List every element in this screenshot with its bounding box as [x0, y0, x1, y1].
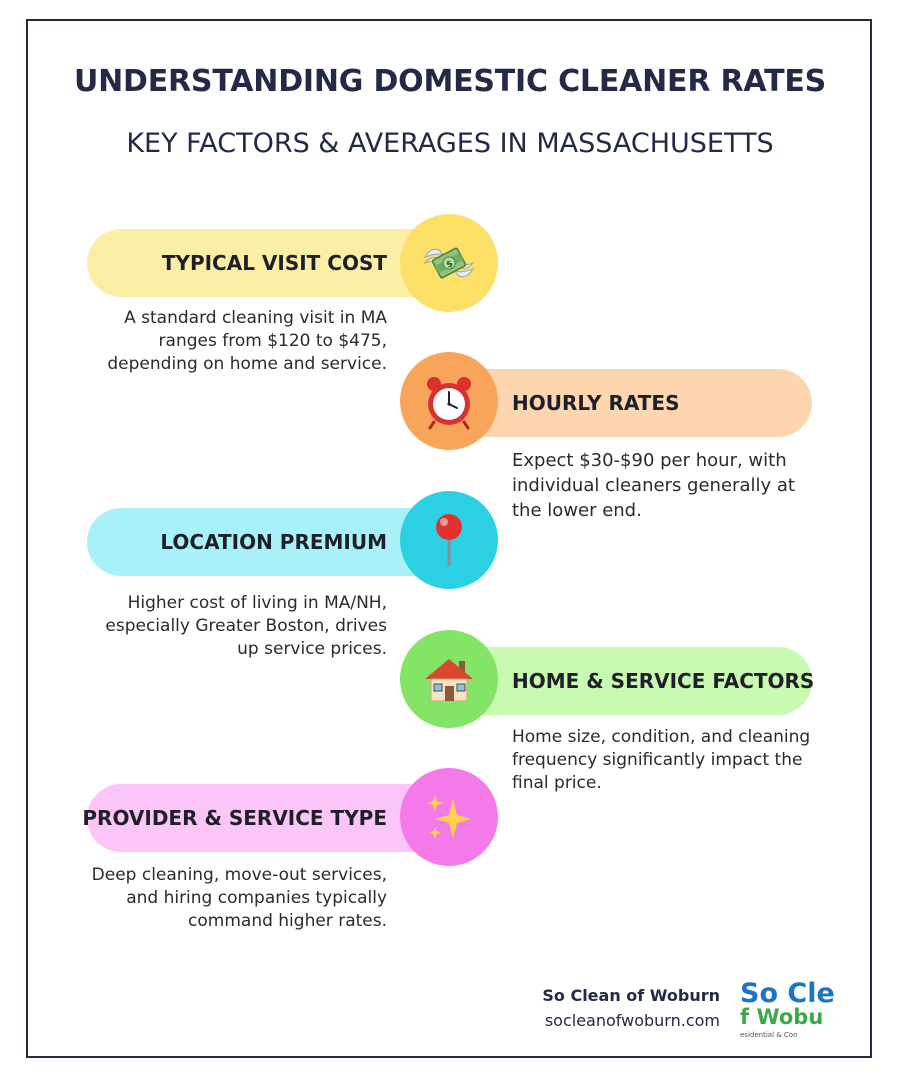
- typical-visit-cost-pill: [87, 229, 447, 297]
- hourly-rates-label: HOURLY RATES: [512, 391, 680, 415]
- page-subtitle: KEY FACTORS & AVERAGES IN MASSACHUSETTS: [126, 128, 774, 159]
- typical-visit-cost-description: A standard cleaning visit in MA ranges from $120 to $475, depending on home and service.: [107, 308, 387, 374]
- page-title: UNDERSTANDING DOMESTIC CLEANER RATES: [73, 64, 827, 99]
- provider-service-type-label: PROVIDER & SERVICE TYPE: [82, 806, 387, 830]
- logo-line-3: esidential & Con: [740, 1031, 798, 1039]
- sparkles-icon: [400, 768, 498, 866]
- house-icon: [400, 630, 498, 728]
- hourly-rates-pill: [450, 369, 812, 437]
- footer-website-link[interactable]: socleanofwoburn.com: [544, 1011, 720, 1030]
- provider-service-type-description: Deep cleaning, move-out services, and hiring companies typically command higher rates.: [91, 865, 387, 931]
- footer-company-name: So Clean of Woburn: [542, 986, 720, 1005]
- alarm-clock-icon: [400, 352, 498, 450]
- svg-text:$: $: [444, 258, 456, 271]
- home-service-factors-pill: [450, 647, 815, 715]
- location-premium-label: LOCATION PREMIUM: [160, 530, 387, 554]
- company-logo: [740, 974, 835, 1042]
- location-premium-description: Higher cost of living in MA/NH, especially Greater Boston, drives up service prices.: [105, 593, 387, 659]
- logo-line-2: f Wobu: [740, 1005, 824, 1029]
- logo-line-1: So Cle: [740, 978, 835, 1009]
- money-with-wings-icon: [400, 214, 498, 312]
- pushpin-icon: [400, 491, 498, 589]
- hourly-rates-description: Expect $30-$90 per hour, with individual cleaners generally at the lower end.: [512, 450, 795, 521]
- typical-visit-cost-label: TYPICAL VISIT COST: [161, 251, 387, 275]
- home-service-factors-label: HOME & SERVICE FACTORS: [512, 669, 815, 693]
- home-service-factors-description: Home size, condition, and cleaning frequency significantly impact the final price.: [512, 727, 811, 793]
- location-premium-pill: [87, 508, 447, 576]
- provider-service-type-pill: [82, 784, 447, 852]
